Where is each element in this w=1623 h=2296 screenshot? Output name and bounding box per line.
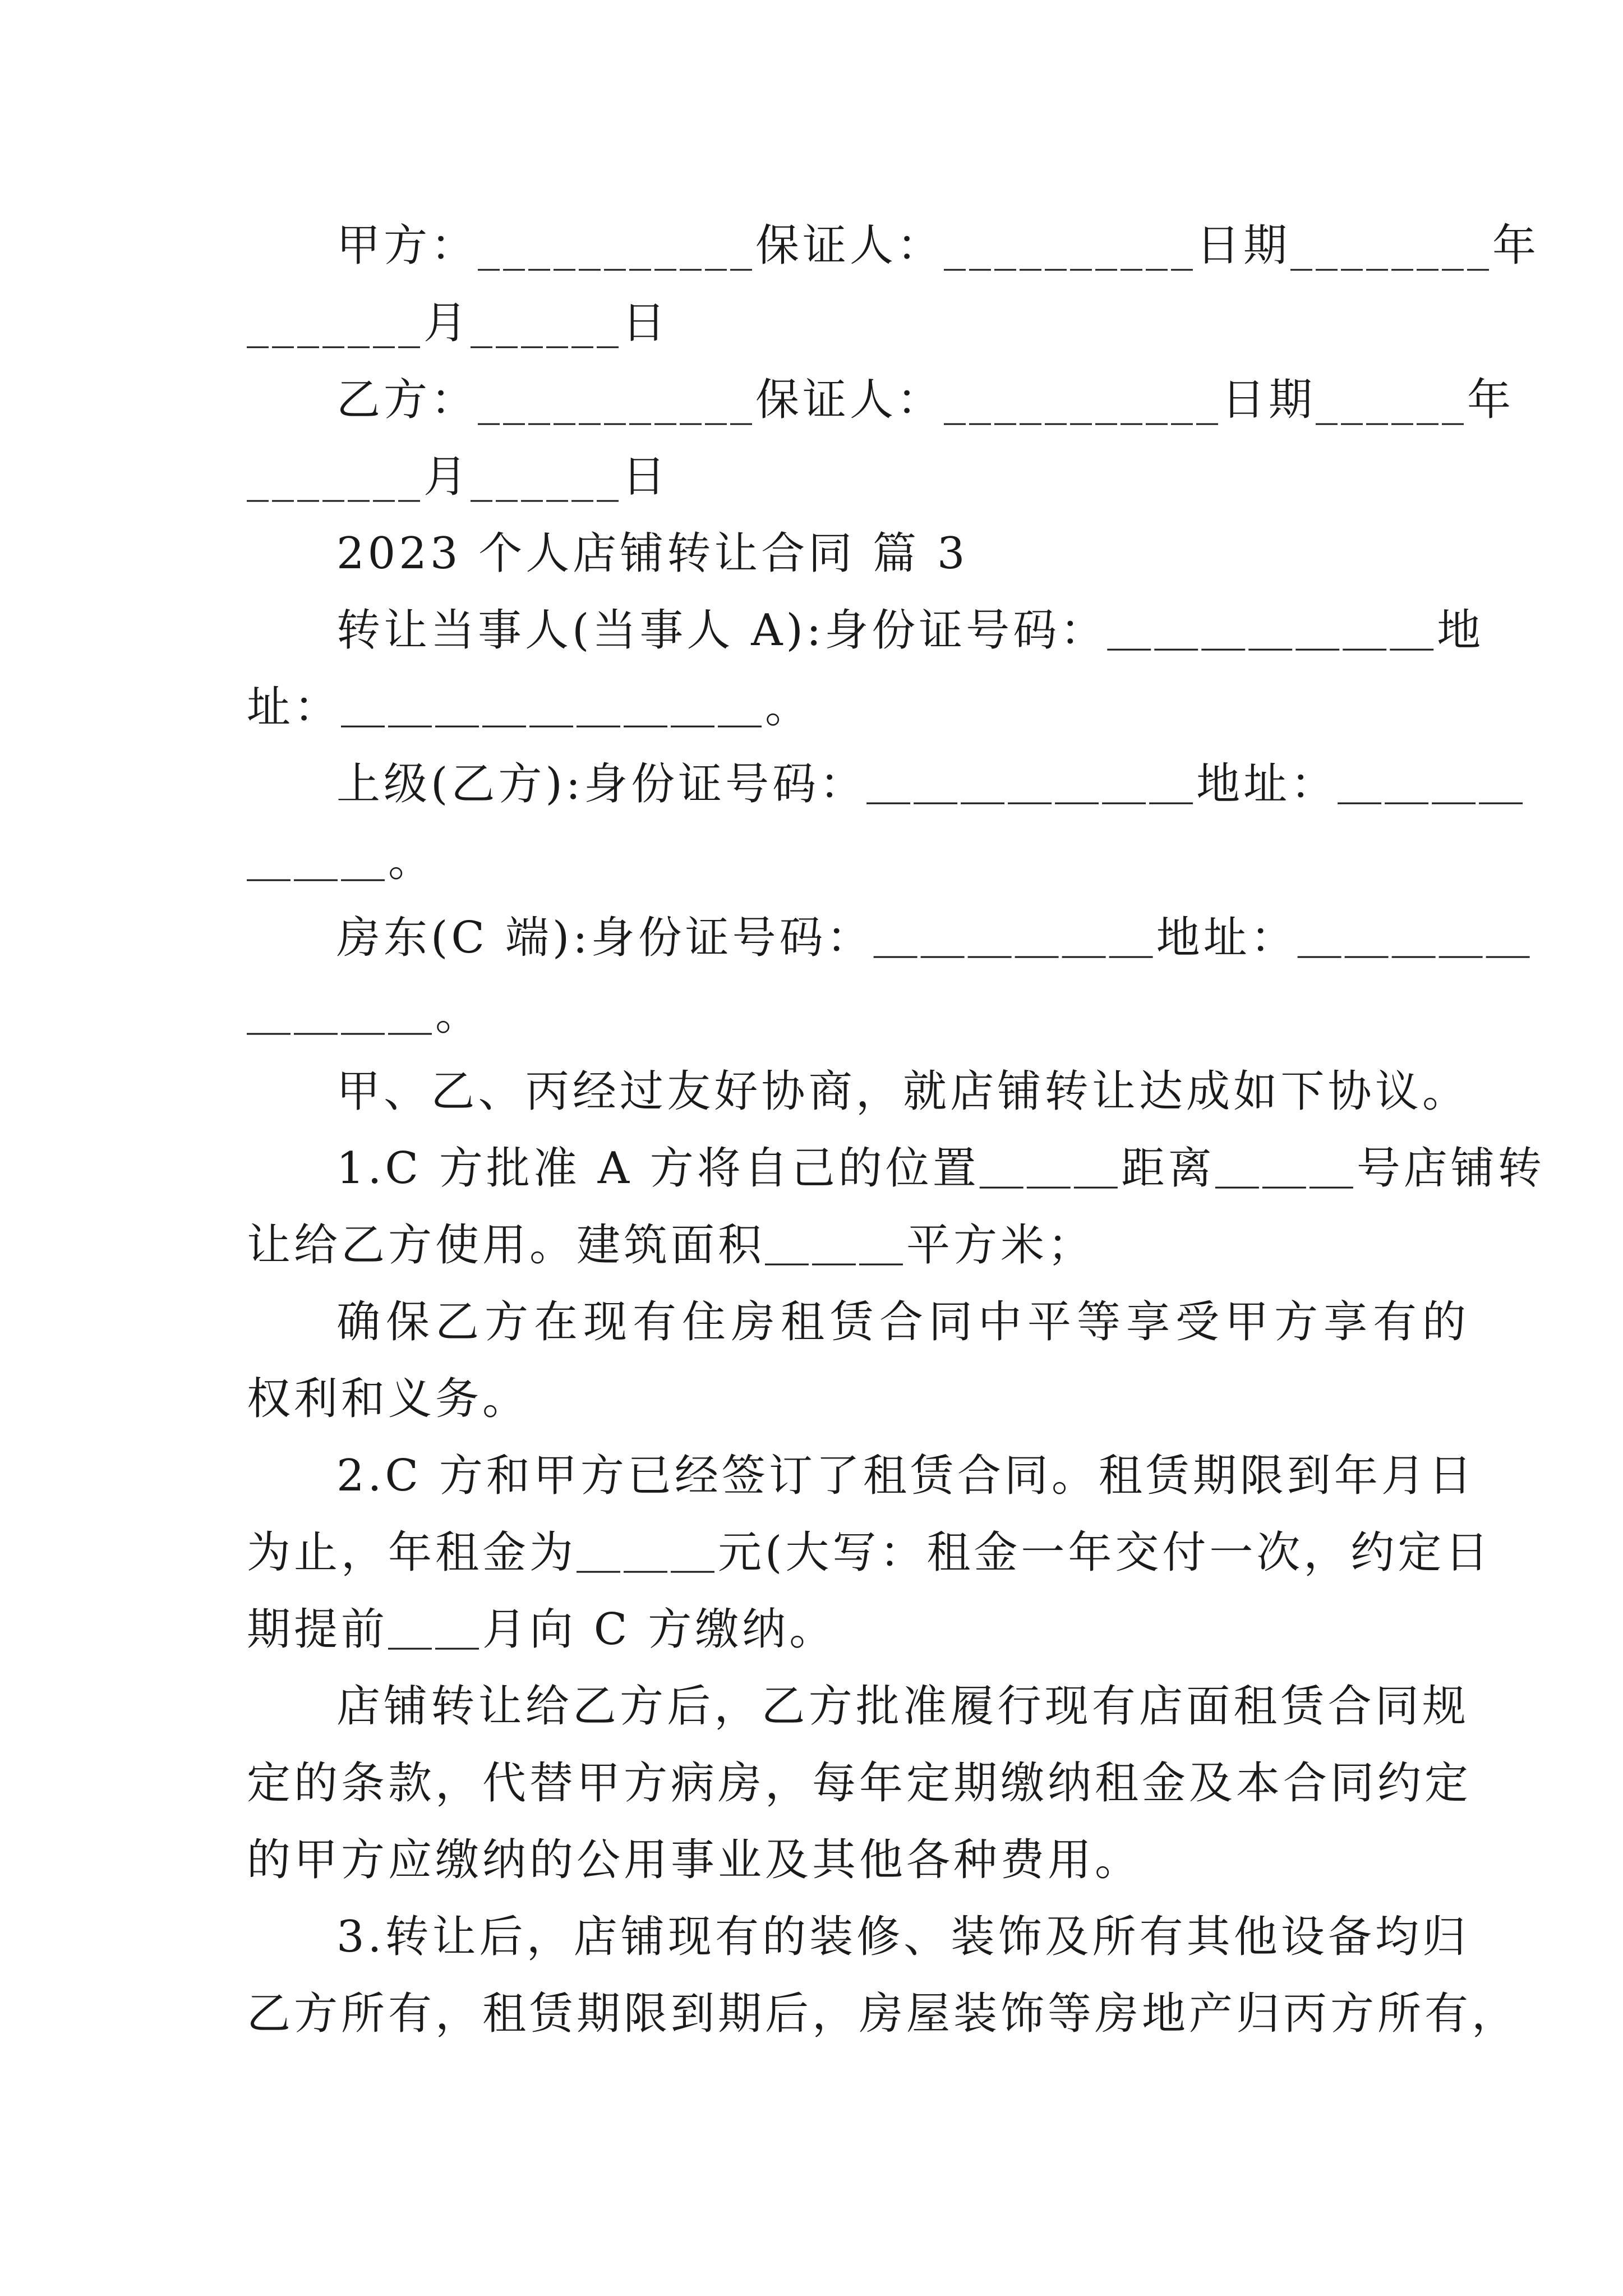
paragraph-line: 址：＿＿＿＿＿＿＿＿＿。 <box>247 682 813 733</box>
party-a-date-line: _______月______日 <box>247 298 670 348</box>
paragraph-line: 店铺转让给乙方后，乙方批准履行现有店面租赁合同规 <box>336 1681 1469 1732</box>
paragraph-line: 让给乙方使用。建筑面积＿＿＿平方米； <box>247 1220 1095 1271</box>
party-b-date-line: _______月______日 <box>247 452 670 502</box>
contract-heading: 2023 个人店铺转让合同 篇 3 <box>336 528 969 579</box>
paragraph-line: 转让当事人(当事人 A):身份证号码：＿＿＿＿＿＿＿地 <box>336 605 1484 656</box>
paragraph-line: 甲、乙、丙经过友好协商，就店铺转让达成如下协议。 <box>336 1066 1469 1117</box>
paragraph-line: 定的条款，代替甲方病房，每年定期缴纳租金及本合同约定 <box>247 1758 1472 1809</box>
paragraph-line: 权利和义务。 <box>247 1374 530 1424</box>
paragraph-line: 房东(C 端):身份证号码：＿＿＿＿＿＿地址：＿＿＿＿＿ <box>336 913 1533 963</box>
paragraph-line: 3.转让后，店铺现有的装修、装饰及所有其他设备均归 <box>336 1912 1469 1962</box>
party-a-signature-line: 甲方：___________保证人：__________日期________年 <box>336 220 1540 271</box>
party-b-signature-line: 乙方：___________保证人：___________日期______年 <box>336 375 1515 425</box>
paragraph-line: ＿＿＿＿。 <box>247 990 483 1040</box>
paragraph-line: 期提前＿＿月向 C 方缴纳。 <box>247 1604 837 1655</box>
paragraph-line: 为止，年租金为＿＿＿元(大写：租金一年交付一次，约定日 <box>247 1527 1492 1578</box>
paragraph-line: 1.C 方批准 A 方将自己的位置＿＿＿距离＿＿＿号店铺转 <box>336 1143 1545 1194</box>
paragraph-line: ＿＿＿。 <box>247 836 436 886</box>
paragraph-line: 2.C 方和甲方已经签订了租赁合同。租赁期限到年月日 <box>336 1451 1476 1501</box>
paragraph-line: 乙方所有，租赁期限到期后，房屋装饰等房地产归丙方所有， <box>247 1989 1519 2039</box>
paragraph-line: 的甲方应缴纳的公用事业及其他各种费用。 <box>247 1835 1142 1885</box>
paragraph-line: 确保乙方在现有住房租赁合同中平等享受甲方享有的 <box>336 1297 1469 1347</box>
paragraph-line: 上级(乙方):身份证号码：＿＿＿＿＿＿＿地址：＿＿＿＿ <box>336 759 1527 809</box>
